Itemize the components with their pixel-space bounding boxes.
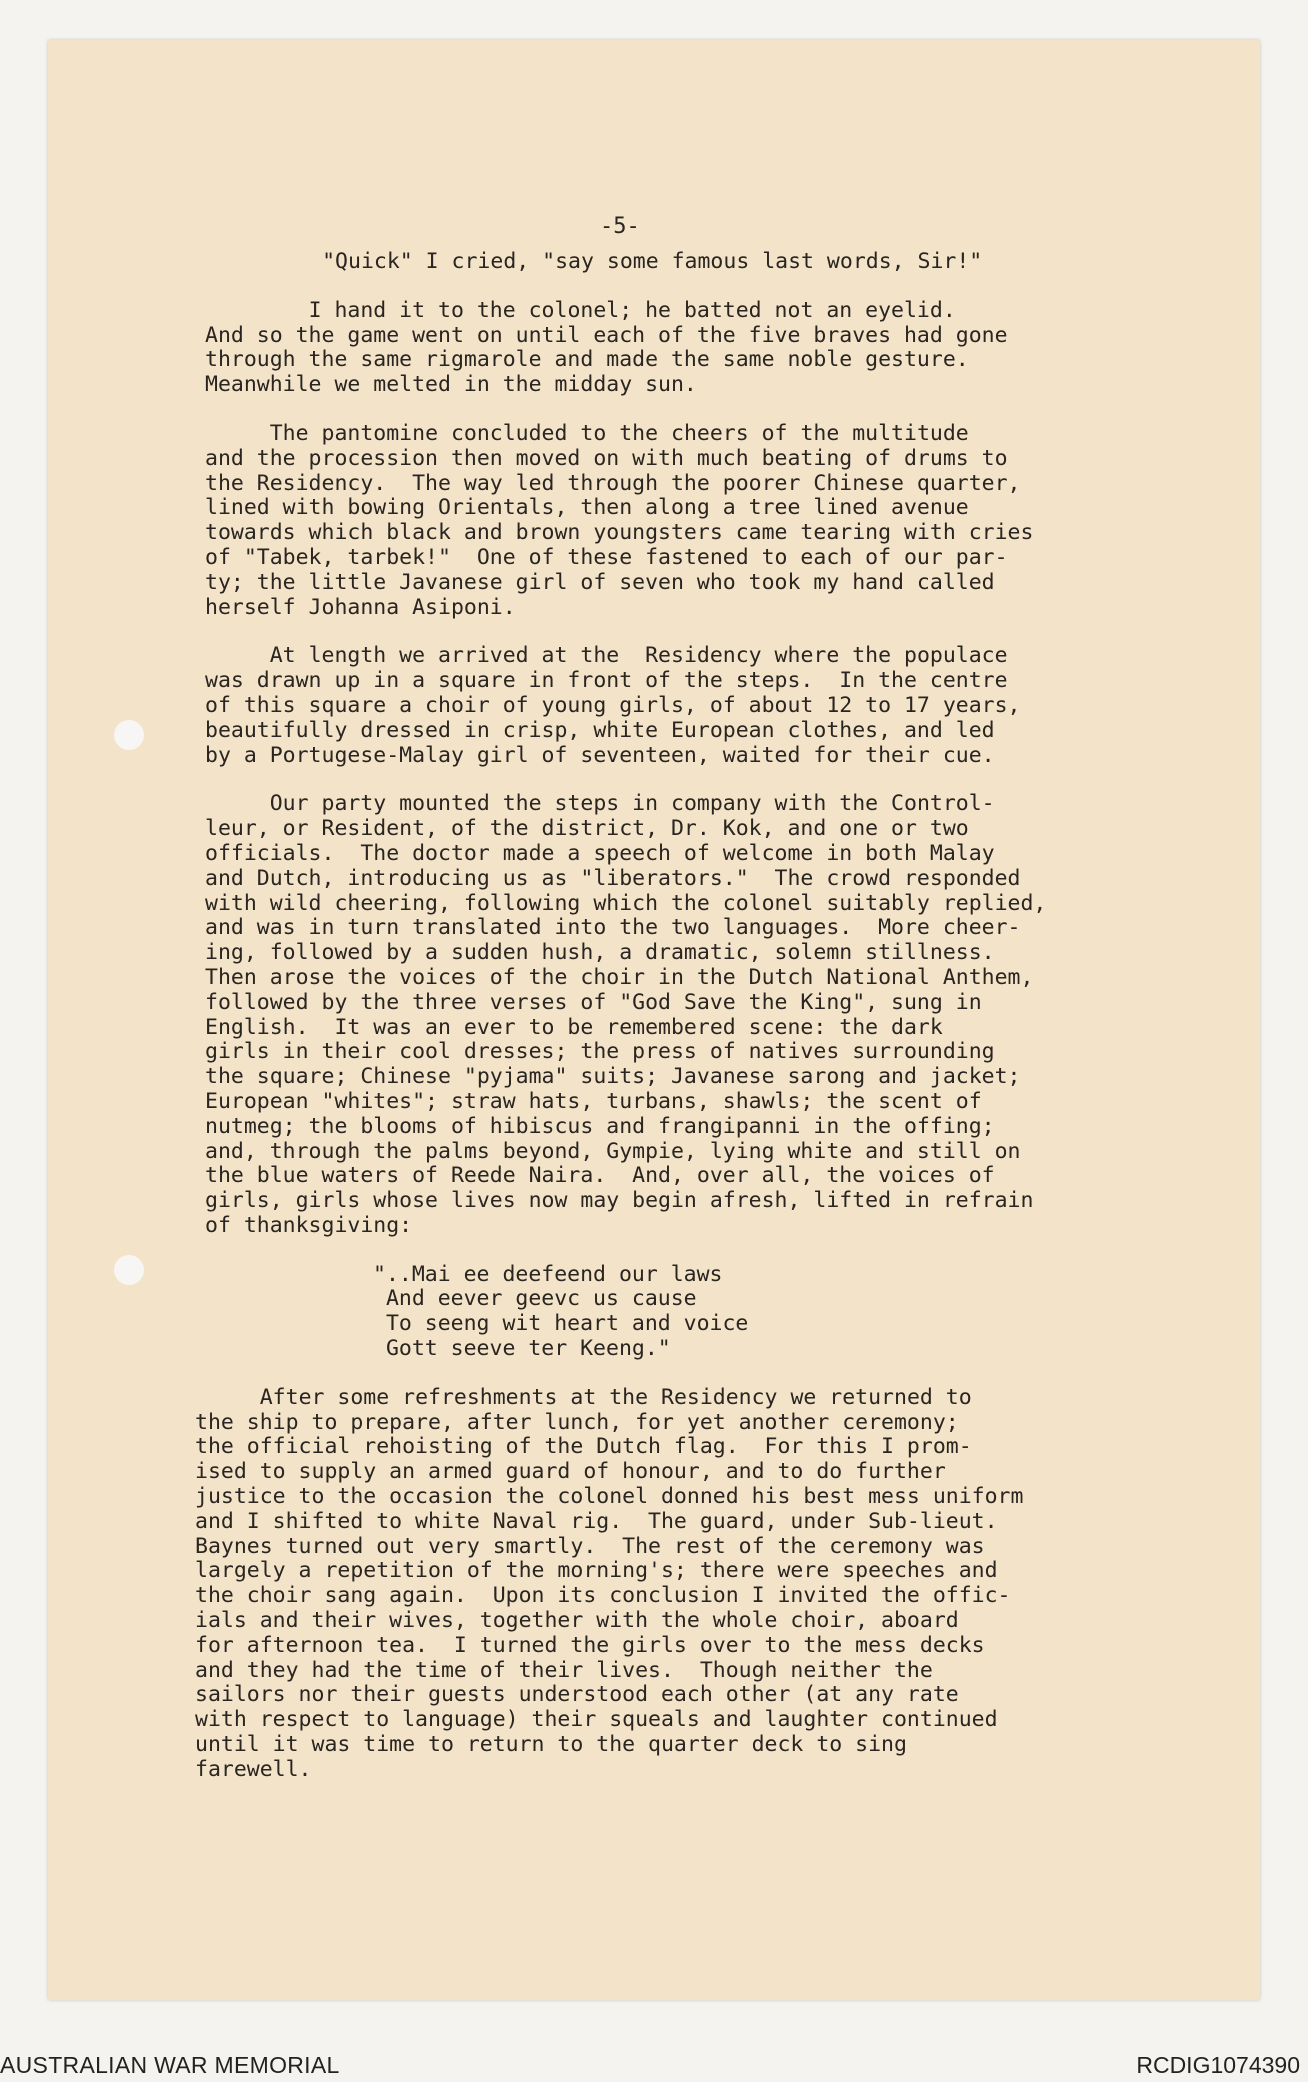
paragraph: I hand it to the colonel; he batted not an eyelid. And so the game went on until each of the five braves had gone through the same rigmarole and made the same noble gesture. Meanwhile we melted in the midday sun.	[205, 297, 1008, 398]
footer-institution: AUSTRALIAN WAR MEMORIAL	[0, 2052, 340, 2078]
paragraph: The pantomine concluded to the cheers of the multitude and the procession then moved on with much beating of drums to the Residency. The way led through the poorer Chinese quarter, lined with bowing Orientals, then along a tree lined avenue towards which black and brown youngsters came tearing with cries of "Tabek, tarbek!" One of these fastened to each of our par- ty; the little Javanese girl of seven who took my hand called herself Johanna Asiponi.	[205, 420, 1034, 620]
closing-paragraph: After some refreshments at the Residency we returned to the ship to prepare, after lunch, for yet another ceremony; the official rehoisting of the Dutch flag. For this I prom- ised to supply an armed guard of honour, and to do further justice to the occasion the colonel donned his best mess uniform and I shifted to white Naval rig. The guard, under Sub-lieut. Baynes turned out very smartly. The rest of the ceremony was largely a repetition of the morning's; there were speeches and the choir sang again. Upon its conclusion I invited the offic- ials and their wives, together with the whole choir, aboard for afternoon tea. I turned the girls over to the mess decks and they had the time of their lives. Though neither the sailors nor their guests understood each other (at any rate with respect to language) their squeals and laughter continued until it was time to return to the quarter deck to sing farewell.	[195, 1384, 1024, 1782]
typed-text-body	[115, 249, 1185, 1807]
opening-line: "Quick" I cried, "say some famous last words, Sir!"	[115, 249, 983, 274]
page-number: -5-	[600, 214, 640, 239]
punch-hole	[114, 1255, 144, 1285]
punch-hole	[114, 720, 144, 750]
footer-record-id: RCDIG1074390	[1136, 2052, 1300, 2078]
anthem-verse: "..Mai ee deefeend our laws And eever geevc us cause To seeng wit heart and voice Gott seeve ter Keeng."	[373, 1261, 749, 1362]
paragraph: At length we arrived at the Residency where the populace was drawn up in a square in front of the steps. In the centre of this square a choir of young girls, of about 12 to 17 years, beautifully dressed in crisp, white European clothes, and led by a Portugese-Malay girl of seventeen, waited for their cue.	[205, 643, 1021, 768]
paragraph: Our party mounted the steps in company with the Control- leur, or Resident, of the district, Dr. Kok, and one or two officials. The doctor made a speech of welcome in both Malay and Dutch, introducing us as "liberators." The crowd responded with wild cheering, following which the colonel suitably replied, and was in turn translated into the two languages. More cheer- ing, followed by a sudden hush, a dramatic, solemn stillness. Then arose the voices of the choir in the Dutch National Anthem, followed by the three verses of "God Save the King", sung in English. It was an ever to be remembered scene: the dark girls in their cool dresses; the press of natives surrounding the square; Chinese "pyjama" suits; Javanese sarong and jacket; European "whites"; straw hats, turbans, shawls; the scent of nutmeg; the blooms of hibiscus and frangipanni in the offing; and, through the palms beyond, Gympie, lying white and still on the blue waters of Reede Naira. And, over all, the voices of girls, girls whose lives now may begin afresh, lifted in refrain of thanksgiving:	[205, 791, 1047, 1238]
